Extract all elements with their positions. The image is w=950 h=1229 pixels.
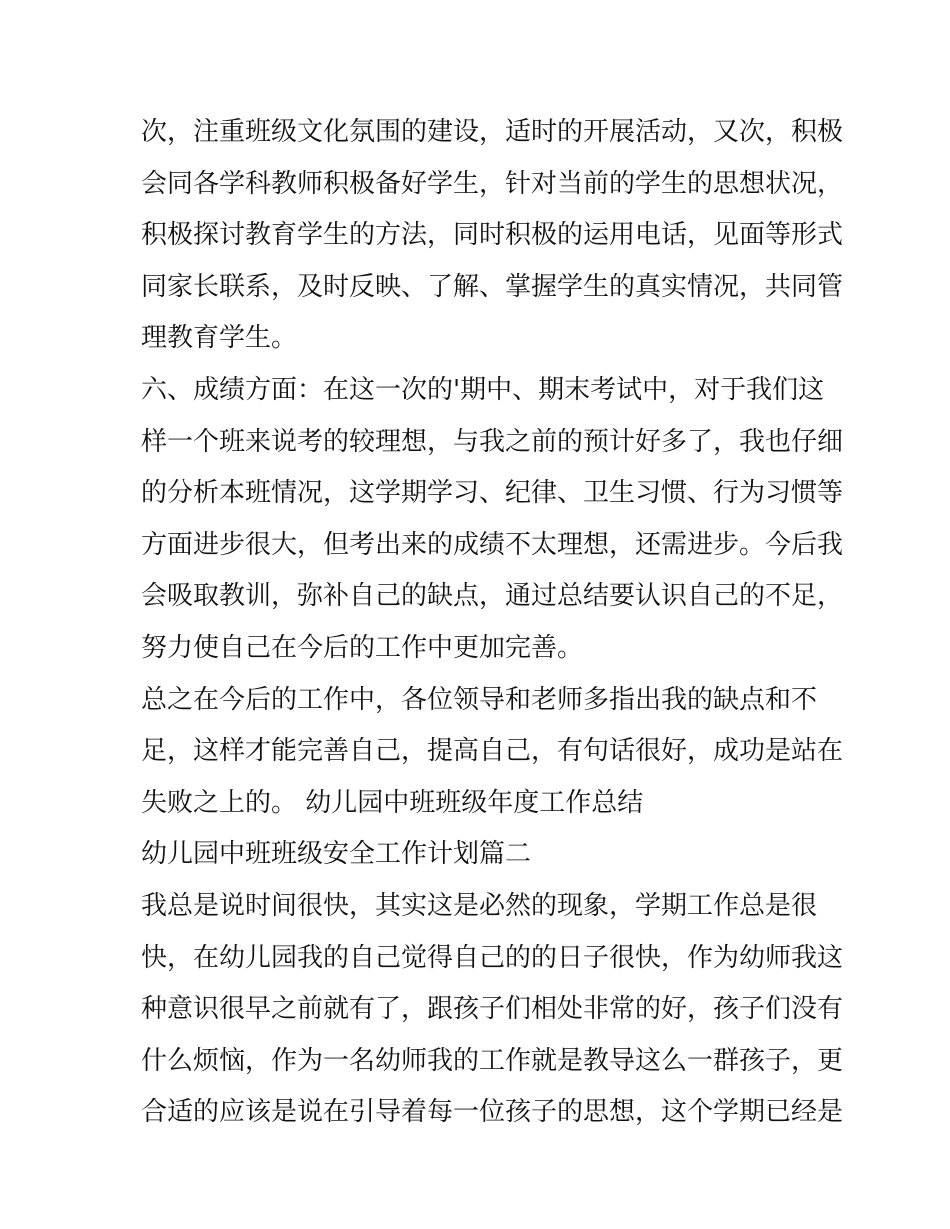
- text-line: 会同各学科教师积极备好学生，针对当前的学生的思想状况，: [141, 168, 844, 199]
- text-line: 会吸取教训，弥补自己的缺点，通过总结要认识自己的不足，: [141, 581, 844, 612]
- document-body: [141, 107, 844, 1139]
- text-line: 失败之上的。 幼儿园中班班级年度工作总结: [141, 787, 644, 818]
- text-line: 的分析本班情况，这学期学习、纪律、卫生习惯、行为习惯等: [141, 478, 844, 509]
- text-line: 积极探讨教育学生的方法，同时积极的运用电话，见面等形式: [141, 220, 844, 251]
- text-line: 合适的应该是说在引导着每一位孩子的思想，这个学期已经是: [141, 1097, 844, 1128]
- section-heading: 幼儿园中班班级安全工作计划篇二: [141, 839, 532, 870]
- text-line: 什么烦恼，作为一名幼师我的工作就是教导这么一群孩子，更: [141, 1045, 844, 1076]
- text-line: 种意识很早之前就有了，跟孩子们相处非常的好，孩子们没有: [141, 994, 844, 1025]
- text-line: 理教育学生。: [141, 323, 298, 354]
- text-line: 快，在幼儿园我的自己觉得自己的的日子很快，作为幼师我这: [141, 942, 844, 973]
- text-line: 我总是说时间很快，其实这是必然的现象，学期工作总是很: [141, 890, 818, 921]
- text-line: 足，这样才能完善自己，提高自己，有句话很好，成功是站在: [141, 736, 844, 767]
- text-line: 努力使自己在今后的工作中更加完善。: [141, 632, 584, 663]
- text-line: 同家长联系，及时反映、了解、掌握学生的真实情况，共同管: [141, 271, 844, 302]
- text-line: 次，注重班级文化氛围的建设，适时的开展活动，又次，积极: [141, 117, 844, 147]
- text-line: 总之在今后的工作中，各位领导和老师多指出我的缺点和不: [141, 684, 818, 715]
- text-line: 样一个班来说考的较理想，与我之前的预计好多了，我也仔细: [141, 426, 844, 457]
- text-line: 六、成绩方面：在这一次的'期中、期末考试中，对于我们这: [141, 374, 825, 405]
- text-line: 方面进步很大，但考出来的成绩不太理想，还需进步。今后我: [141, 529, 844, 560]
